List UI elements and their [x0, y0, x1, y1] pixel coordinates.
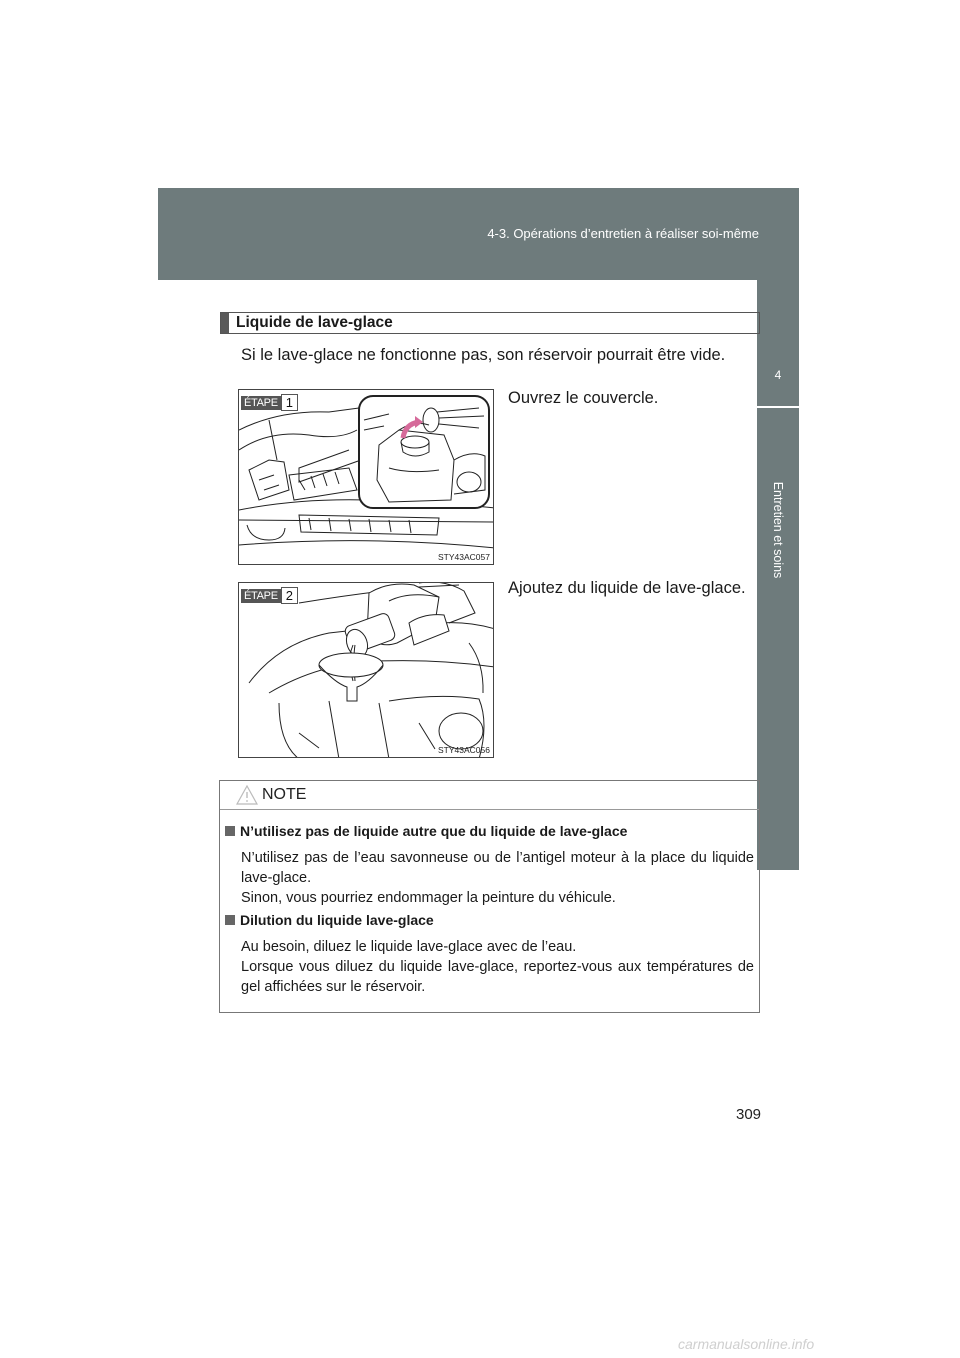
note-item-1-line-2: Sinon, vous pourriez endommager la peinture du véhicule. — [241, 890, 616, 906]
pour-washer-fluid-funnel-illustration — [239, 583, 494, 758]
step-1-number: 1 — [281, 394, 298, 411]
page-number: 309 — [736, 1106, 762, 1123]
note-item-1-title — [225, 823, 627, 839]
chapter-label: Entretien et soins — [771, 481, 785, 579]
note-item-2-line-2: Lorsque vous diluez du liquide lave-glace, reportez-vous aux températures de gel affichées sur le réservoir. — [241, 959, 754, 995]
chapter-number: 4 — [774, 368, 782, 382]
header-band — [158, 188, 799, 280]
engine-bay-reservoir-cap-illustration — [239, 390, 494, 565]
note-item-1-line-1: N’utilisez pas de l’eau savonneuse ou de l’antigel moteur à la place du liquide lave-glace. — [241, 850, 754, 886]
intro-text: Si le lave-glace ne fonctionne pas, son réservoir pourrait être vide. — [241, 346, 726, 364]
note-item-2-title-text: Dilution du liquide lave-glace — [240, 912, 434, 928]
square-bullet-icon — [225, 915, 235, 925]
note-box — [219, 780, 760, 1013]
step-2-badge — [241, 587, 298, 604]
note-header — [220, 781, 759, 810]
step-2-number: 2 — [281, 587, 298, 604]
step-2-figure — [238, 582, 494, 758]
heading-bar — [221, 313, 229, 333]
step-1-word: ÉTAPE — [241, 396, 281, 410]
section-heading — [220, 312, 760, 334]
square-bullet-icon — [225, 826, 235, 836]
step-2-word: ÉTAPE — [241, 589, 281, 603]
chapter-side-tab — [757, 280, 799, 870]
step-2-figure-code: STY43AC056 — [438, 745, 490, 755]
step-1-figure-code: STY43AC057 — [438, 552, 490, 562]
note-item-2-title — [225, 912, 434, 928]
note-item-1-body — [241, 848, 754, 908]
chapter-divider — [757, 406, 799, 408]
note-label: NOTE — [262, 786, 307, 803]
watermark: carmanualsonline.info — [678, 1336, 815, 1352]
step-1-badge — [241, 394, 298, 411]
section-heading-text: Liquide de lave-glace — [236, 314, 393, 331]
step-2-text: Ajoutez du liquide de lave-glace. — [508, 579, 746, 597]
warning-triangle-icon — [236, 785, 258, 805]
note-item-2-body — [241, 937, 754, 997]
note-item-2-line-1: Au besoin, diluez le liquide lave-glace avec de l’eau. — [241, 939, 577, 955]
header-section-title: 4-3. Opérations d’entretien à réaliser soi-même — [487, 226, 759, 241]
note-item-1-title-text: N’utilisez pas de liquide autre que du liquide de lave-glace — [240, 823, 628, 839]
step-1-text: Ouvrez le couvercle. — [508, 389, 659, 407]
step-1-figure — [238, 389, 494, 565]
